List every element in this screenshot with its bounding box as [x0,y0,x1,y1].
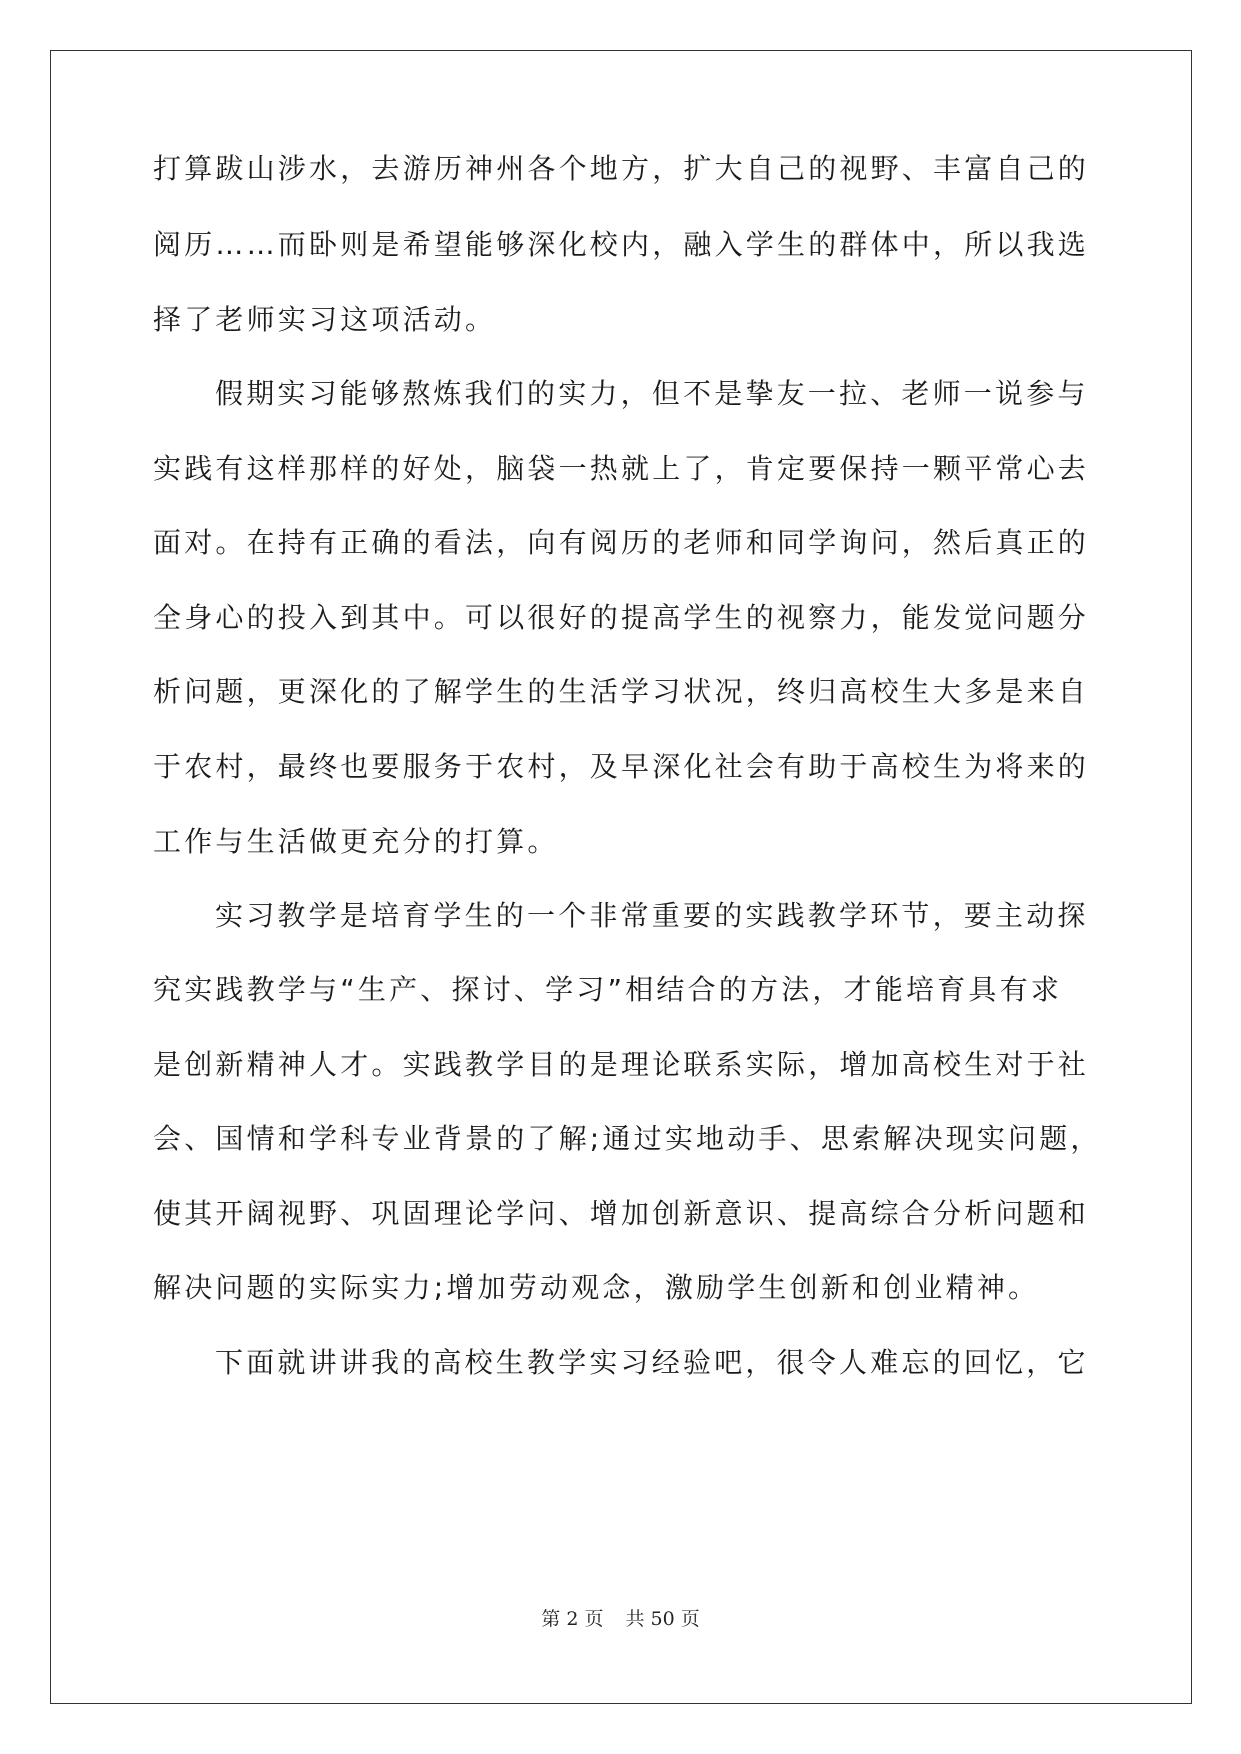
text-line: 解决问题的实际实力;增加劳动观念，激励学生创新和创业精神。 [153,1271,1040,1304]
text-line: 会、国情和学科专业背景的了解;通过实地动手、思索解决现实问题， [153,1122,1102,1155]
text-line: 阅历……而卧则是希望能够深化校内，融入学生的群体中，所以我选 [153,228,1090,261]
text-line: 实践有这样那样的好处，脑袋一热就上了，肯定要保持一颗平常心去 [153,452,1090,485]
page-number: 第 2 页 [541,1608,604,1630]
text-line: 是创新精神人才。实践教学目的是理论联系实际，增加高校生对于社 [153,1048,1090,1081]
text-line: 择了老师实习这项活动。 [153,303,497,336]
text-line: 究实践教学与“生产、探讨、学习”相结合的方法，才能培育具有求 [153,973,1063,1006]
page-footer [0,1607,1241,1631]
text-line: 于农村，最终也要服务于农村，及早深化社会有助于高校生为将来的 [153,750,1090,783]
text-line: 假期实习能够熬炼我们的实力，但不是挚友一拉、老师一说参与 [215,377,1089,410]
text-line: 实习教学是培育学生的一个非常重要的实践教学环节，要主动探 [215,899,1089,932]
text-line: 打算跋山涉水，去游历神州各个地方，扩大自己的视野、丰富自己的 [153,152,1090,185]
text-line: 使其开阔视野、巩固理论学问、增加创新意识、提高综合分析问题和 [153,1197,1090,1230]
text-line: 全身心的投入到其中。可以很好的提高学生的视察力，能发觉问题分 [153,601,1090,634]
page-total: 共 50 页 [625,1608,700,1630]
page-border [50,50,1192,1704]
text-line: 面对。在持有正确的看法，向有阅历的老师和同学询问，然后真正的 [153,526,1090,559]
text-line: 工作与生活做更充分的打算。 [153,825,559,858]
text-line: 下面就讲讲我的高校生教学实习经验吧，很令人难忘的回忆，它 [215,1346,1089,1379]
text-line: 析问题，更深化的了解学生的生活学习状况，终归高校生大多是来自 [153,675,1090,708]
